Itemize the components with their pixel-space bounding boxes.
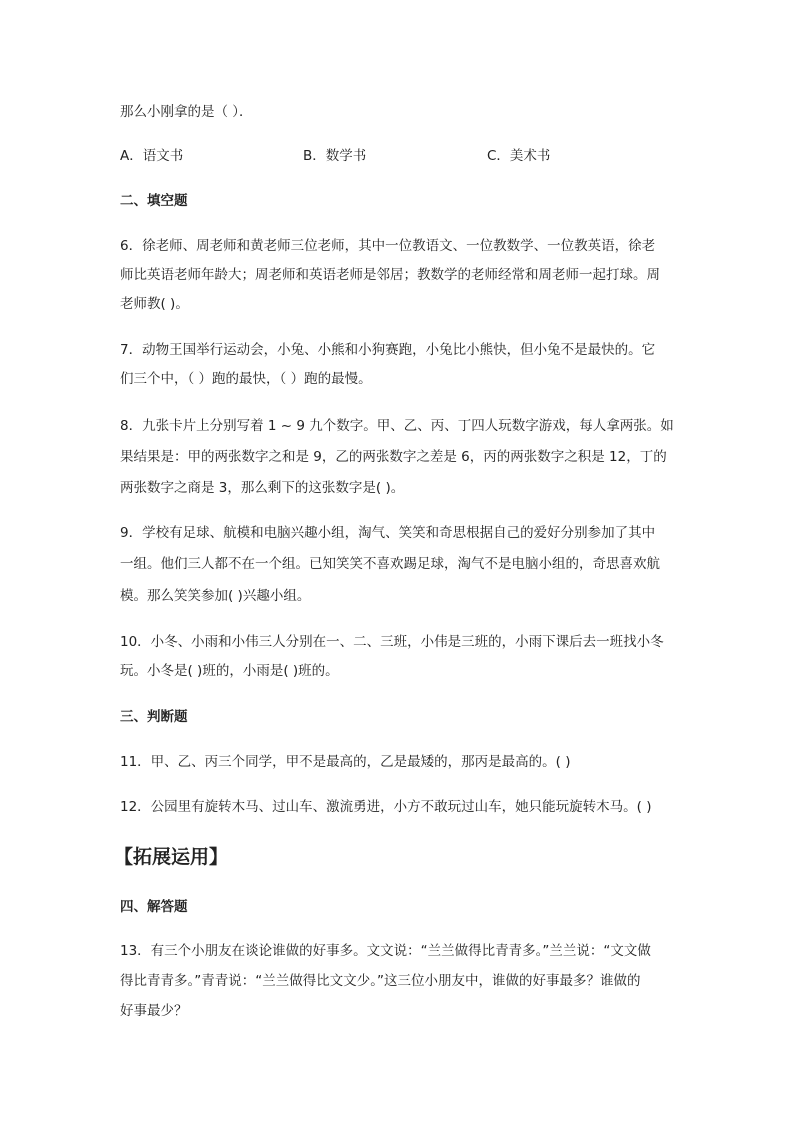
q6-line-3: 老师教( )。 xyxy=(120,296,189,312)
q8-line-3: 两张数字之商是 3，那么剩下的这张数字是( )。 xyxy=(120,480,405,496)
q13-line-2: 得比青青多。”青青说：“兰兰做得比文文少。”这三位小朋友中，谁做的好事最多？谁做的 xyxy=(120,973,641,989)
section-2-title: 二、填空题 xyxy=(120,193,188,209)
section-3-title: 三、判断题 xyxy=(120,709,188,725)
q5-option-a: A．语文书 xyxy=(120,148,184,164)
q9-line-1: 9．学校有足球、航模和电脑兴趣小组，淘气、笑笑和奇思根据自己的爱好分别参加了其中 xyxy=(120,525,656,541)
q10-line-1: 10．小冬、小雨和小伟三人分别在一、二、三班，小伟是三班的，小雨下课后去一班找小冬 xyxy=(120,634,664,650)
q13-line-3: 好事最少？ xyxy=(120,1003,188,1019)
q9-line-2: 一组。他们三人都不在一个组。已知笑笑不喜欢踢足球，淘气不是电脑小组的，奇思喜欢航 xyxy=(120,556,660,572)
extension-heading: 【拓展运用】 xyxy=(114,846,229,868)
q8-line-2: 果结果是：甲的两张数字之和是 9，乙的两张数字之差是 6，丙的两张数字之积是 12，丁的 xyxy=(120,449,667,465)
q8-line-1: 8．九张卡片上分别写着 1 ~ 9 九个数字。甲、乙、丙、丁四人玩数字游戏，每人拿两张。如 xyxy=(120,418,674,434)
q13-line-1: 13．有三个小朋友在谈论谁做的好事多。文文说：“兰兰做得比青青多。”兰兰说：“文文做 xyxy=(120,943,651,959)
q12-text: 12．公园里有旋转木马、过山车、激流勇进，小方不敢玩过山车，她只能玩旋转木马。( ) xyxy=(120,799,652,815)
q7-line-1: 7．动物王国举行运动会，小兔、小熊和小狗赛跑，小兔比小熊快，但小兔不是最快的。它 xyxy=(120,342,656,358)
q5-option-c: C．美术书 xyxy=(487,148,551,164)
q6-line-1: 6．徐老师、周老师和黄老师三位老师，其中一位教语文、一位教数学、一位教英语，徐老 xyxy=(120,238,656,254)
section-4-title: 四、解答题 xyxy=(120,899,188,915)
q5-tail: 那么小刚拿的是（ ）． xyxy=(120,104,253,120)
q9-line-3: 模。那么笑笑参加( )兴趣小组。 xyxy=(120,588,311,604)
q7-line-2: 们三个中，（ ）跑的最快，（ ）跑的最慢。 xyxy=(120,371,372,387)
q10-line-2: 玩。小冬是( )班的，小雨是( )班的。 xyxy=(120,663,339,679)
q6-line-2: 师比英语老师年龄大；周老师和英语老师是邻居；教数学的老师经常和周老师一起打球。周 xyxy=(120,267,660,283)
q5-option-b: B．数学书 xyxy=(303,148,367,164)
q11-text: 11．甲、乙、丙三个同学，甲不是最高的，乙是最矮的，那丙是最高的。( ) xyxy=(120,754,571,770)
